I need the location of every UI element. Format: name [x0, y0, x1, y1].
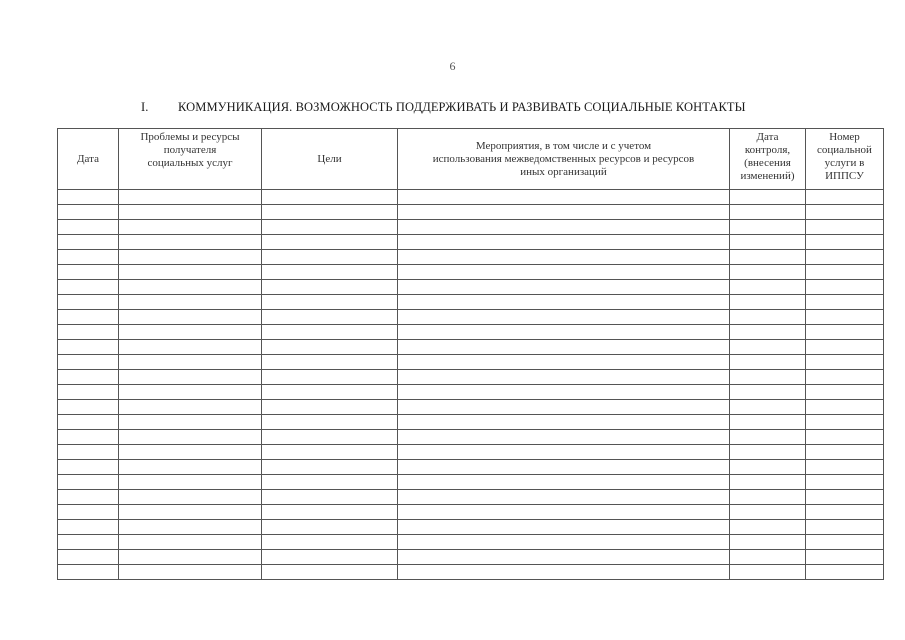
table-cell-control-date[interactable] [730, 250, 806, 265]
table-cell-date[interactable] [58, 415, 119, 430]
table-cell-activities[interactable] [398, 460, 730, 475]
table-cell-activities[interactable] [398, 430, 730, 445]
table-row [58, 205, 884, 220]
table-row [58, 475, 884, 490]
table-cell-date[interactable] [58, 490, 119, 505]
table-cell-control-date[interactable] [730, 505, 806, 520]
table-cell-goals[interactable] [262, 385, 398, 400]
column-header-service-number: Номер социальной услуги в ИППСУ [806, 129, 884, 190]
table-cell-goals[interactable] [262, 295, 398, 310]
table-cell-problems-resources[interactable] [119, 550, 262, 565]
table-row [58, 340, 884, 355]
table-cell-service-number[interactable] [806, 430, 884, 445]
table-cell-activities[interactable] [398, 280, 730, 295]
table-cell-service-number[interactable] [806, 355, 884, 370]
table-cell-problems-resources[interactable] [119, 430, 262, 445]
table-cell-goals[interactable] [262, 520, 398, 535]
table-cell-problems-resources[interactable] [119, 205, 262, 220]
table-cell-service-number[interactable] [806, 220, 884, 235]
table-cell-problems-resources[interactable] [119, 370, 262, 385]
table-cell-date[interactable] [58, 280, 119, 295]
table-cell-problems-resources[interactable] [119, 445, 262, 460]
table-cell-control-date[interactable] [730, 460, 806, 475]
table-cell-activities[interactable] [398, 535, 730, 550]
column-header-date: Дата [58, 129, 119, 190]
table-cell-date[interactable] [58, 265, 119, 280]
table-row [58, 355, 884, 370]
table-cell-problems-resources[interactable] [119, 475, 262, 490]
table-row [58, 445, 884, 460]
table-cell-goals[interactable] [262, 445, 398, 460]
table-cell-service-number[interactable] [806, 235, 884, 250]
table-cell-problems-resources[interactable] [119, 400, 262, 415]
table-cell-activities[interactable] [398, 400, 730, 415]
table-cell-control-date[interactable] [730, 535, 806, 550]
table-cell-problems-resources[interactable] [119, 505, 262, 520]
table-row [58, 520, 884, 535]
plan-table [57, 128, 884, 580]
table-cell-activities[interactable] [398, 445, 730, 460]
table-header-row [58, 129, 884, 190]
table-cell-problems-resources[interactable] [119, 385, 262, 400]
table-row [58, 265, 884, 280]
table-cell-activities[interactable] [398, 250, 730, 265]
section-title: КОММУНИКАЦИЯ. ВОЗМОЖНОСТЬ ПОДДЕРЖИВАТЬ И РАЗВИВАТЬ СОЦИАЛЬНЫЕ КОНТАКТЫ [178, 100, 746, 114]
table-cell-control-date[interactable] [730, 415, 806, 430]
table-row [58, 280, 884, 295]
table-cell-service-number[interactable] [806, 280, 884, 295]
table-cell-service-number[interactable] [806, 550, 884, 565]
table-cell-service-number[interactable] [806, 190, 884, 205]
table-cell-problems-resources[interactable] [119, 280, 262, 295]
table-cell-problems-resources[interactable] [119, 190, 262, 205]
table-cell-problems-resources[interactable] [119, 340, 262, 355]
table-cell-problems-resources[interactable] [119, 265, 262, 280]
table-cell-service-number[interactable] [806, 445, 884, 460]
table-cell-problems-resources[interactable] [119, 235, 262, 250]
table-cell-date[interactable] [58, 310, 119, 325]
table-row [58, 310, 884, 325]
table-row [58, 295, 884, 310]
table-cell-activities[interactable] [398, 235, 730, 250]
table-cell-service-number[interactable] [806, 400, 884, 415]
table-cell-date[interactable] [58, 385, 119, 400]
table-cell-goals[interactable] [262, 505, 398, 520]
table-cell-control-date[interactable] [730, 280, 806, 295]
table-cell-goals[interactable] [262, 250, 398, 265]
table-cell-service-number[interactable] [806, 250, 884, 265]
table-cell-control-date[interactable] [730, 370, 806, 385]
table-cell-date[interactable] [58, 190, 119, 205]
table-cell-activities[interactable] [398, 205, 730, 220]
table-cell-control-date[interactable] [730, 490, 806, 505]
table-cell-goals[interactable] [262, 400, 398, 415]
table-row [58, 220, 884, 235]
table-cell-service-number[interactable] [806, 310, 884, 325]
table-cell-control-date[interactable] [730, 220, 806, 235]
column-header-activities: Мероприятия, в том числе и с учетом использования межведомственных ресурсов и ресурсов иных организаций [398, 129, 730, 190]
table-cell-goals[interactable] [262, 565, 398, 580]
table-cell-goals[interactable] [262, 205, 398, 220]
table-cell-activities[interactable] [398, 295, 730, 310]
section-heading [141, 100, 746, 115]
table-cell-service-number[interactable] [806, 565, 884, 580]
table-cell-date[interactable] [58, 400, 119, 415]
table-cell-service-number[interactable] [806, 520, 884, 535]
page-number: 6 [449, 59, 456, 73]
table-cell-control-date[interactable] [730, 235, 806, 250]
table-cell-goals[interactable] [262, 430, 398, 445]
table-cell-service-number[interactable] [806, 295, 884, 310]
table-cell-control-date[interactable] [730, 205, 806, 220]
table-row [58, 550, 884, 565]
table-cell-date[interactable] [58, 340, 119, 355]
table-cell-activities[interactable] [398, 490, 730, 505]
column-header-problems-resources: Проблемы и ресурсы получателя социальных услуг [119, 129, 262, 190]
table-cell-activities[interactable] [398, 220, 730, 235]
table-cell-control-date[interactable] [730, 190, 806, 205]
table-cell-control-date[interactable] [730, 400, 806, 415]
table-row [58, 190, 884, 205]
table-cell-control-date[interactable] [730, 265, 806, 280]
table-cell-date[interactable] [58, 205, 119, 220]
table-cell-control-date[interactable] [730, 340, 806, 355]
table-cell-problems-resources[interactable] [119, 535, 262, 550]
table-cell-service-number[interactable] [806, 415, 884, 430]
table-cell-problems-resources[interactable] [119, 250, 262, 265]
table-cell-problems-resources[interactable] [119, 565, 262, 580]
table-cell-control-date[interactable] [730, 475, 806, 490]
table-row [58, 535, 884, 550]
table-cell-service-number[interactable] [806, 325, 884, 340]
table-cell-activities[interactable] [398, 385, 730, 400]
table-cell-date[interactable] [58, 565, 119, 580]
table-row [58, 400, 884, 415]
table-cell-activities[interactable] [398, 370, 730, 385]
table-cell-activities[interactable] [398, 340, 730, 355]
table-cell-date[interactable] [58, 235, 119, 250]
table-cell-service-number[interactable] [806, 490, 884, 505]
table-cell-activities[interactable] [398, 325, 730, 340]
table-cell-goals[interactable] [262, 325, 398, 340]
table-cell-date[interactable] [58, 355, 119, 370]
table-cell-service-number[interactable] [806, 460, 884, 475]
table-cell-date[interactable] [58, 505, 119, 520]
table-cell-control-date[interactable] [730, 325, 806, 340]
table-cell-goals[interactable] [262, 235, 398, 250]
table-row [58, 565, 884, 580]
table-cell-problems-resources[interactable] [119, 325, 262, 340]
table-cell-goals[interactable] [262, 340, 398, 355]
table-cell-goals[interactable] [262, 550, 398, 565]
table-cell-activities[interactable] [398, 505, 730, 520]
table-cell-problems-resources[interactable] [119, 355, 262, 370]
table-cell-control-date[interactable] [730, 295, 806, 310]
table-cell-service-number[interactable] [806, 340, 884, 355]
table-cell-problems-resources[interactable] [119, 460, 262, 475]
table-cell-problems-resources[interactable] [119, 310, 262, 325]
table-row [58, 385, 884, 400]
column-header-control-date: Дата контроля, (внесения изменений) [730, 129, 806, 190]
table-cell-date[interactable] [58, 220, 119, 235]
table-cell-goals[interactable] [262, 310, 398, 325]
table-row [58, 250, 884, 265]
table-cell-service-number[interactable] [806, 475, 884, 490]
table-cell-goals[interactable] [262, 370, 398, 385]
table-row [58, 235, 884, 250]
table-cell-goals[interactable] [262, 280, 398, 295]
section-numeral: I. [141, 100, 149, 114]
table-cell-date[interactable] [58, 520, 119, 535]
table-cell-control-date[interactable] [730, 550, 806, 565]
table-cell-date[interactable] [58, 325, 119, 340]
table-cell-activities[interactable] [398, 550, 730, 565]
table-cell-activities[interactable] [398, 190, 730, 205]
table-cell-control-date[interactable] [730, 520, 806, 535]
table-cell-service-number[interactable] [806, 265, 884, 280]
table-cell-goals[interactable] [262, 475, 398, 490]
table-cell-activities[interactable] [398, 565, 730, 580]
table-cell-problems-resources[interactable] [119, 490, 262, 505]
table-cell-date[interactable] [58, 370, 119, 385]
table-cell-control-date[interactable] [730, 355, 806, 370]
table-cell-activities[interactable] [398, 355, 730, 370]
table-cell-goals[interactable] [262, 355, 398, 370]
table-cell-date[interactable] [58, 550, 119, 565]
table-cell-goals[interactable] [262, 535, 398, 550]
table-cell-date[interactable] [58, 475, 119, 490]
table-cell-goals[interactable] [262, 265, 398, 280]
table-cell-service-number[interactable] [806, 370, 884, 385]
table-row [58, 325, 884, 340]
table-cell-activities[interactable] [398, 310, 730, 325]
table-cell-goals[interactable] [262, 490, 398, 505]
table-cell-control-date[interactable] [730, 430, 806, 445]
column-header-goals: Цели [262, 129, 398, 190]
table-row [58, 505, 884, 520]
table-cell-service-number[interactable] [806, 385, 884, 400]
table-row [58, 430, 884, 445]
table-cell-problems-resources[interactable] [119, 220, 262, 235]
table-cell-date[interactable] [58, 460, 119, 475]
table-cell-service-number[interactable] [806, 505, 884, 520]
table-cell-problems-resources[interactable] [119, 295, 262, 310]
table-cell-control-date[interactable] [730, 565, 806, 580]
table-cell-goals[interactable] [262, 190, 398, 205]
table-cell-date[interactable] [58, 250, 119, 265]
table-cell-goals[interactable] [262, 220, 398, 235]
table-row [58, 370, 884, 385]
table-cell-date[interactable] [58, 430, 119, 445]
table-cell-activities[interactable] [398, 415, 730, 430]
table-cell-problems-resources[interactable] [119, 415, 262, 430]
table-cell-activities[interactable] [398, 520, 730, 535]
table-cell-date[interactable] [58, 295, 119, 310]
table-cell-date[interactable] [58, 445, 119, 460]
table-cell-problems-resources[interactable] [119, 520, 262, 535]
table-row [58, 490, 884, 505]
table-row [58, 415, 884, 430]
table-cell-service-number[interactable] [806, 205, 884, 220]
table-row [58, 460, 884, 475]
table-cell-control-date[interactable] [730, 385, 806, 400]
table-cell-date[interactable] [58, 535, 119, 550]
table-cell-activities[interactable] [398, 265, 730, 280]
table-body [58, 190, 884, 580]
table-cell-goals[interactable] [262, 415, 398, 430]
table-cell-goals[interactable] [262, 460, 398, 475]
table-cell-control-date[interactable] [730, 445, 806, 460]
table-cell-service-number[interactable] [806, 535, 884, 550]
table-cell-control-date[interactable] [730, 310, 806, 325]
table-cell-activities[interactable] [398, 475, 730, 490]
